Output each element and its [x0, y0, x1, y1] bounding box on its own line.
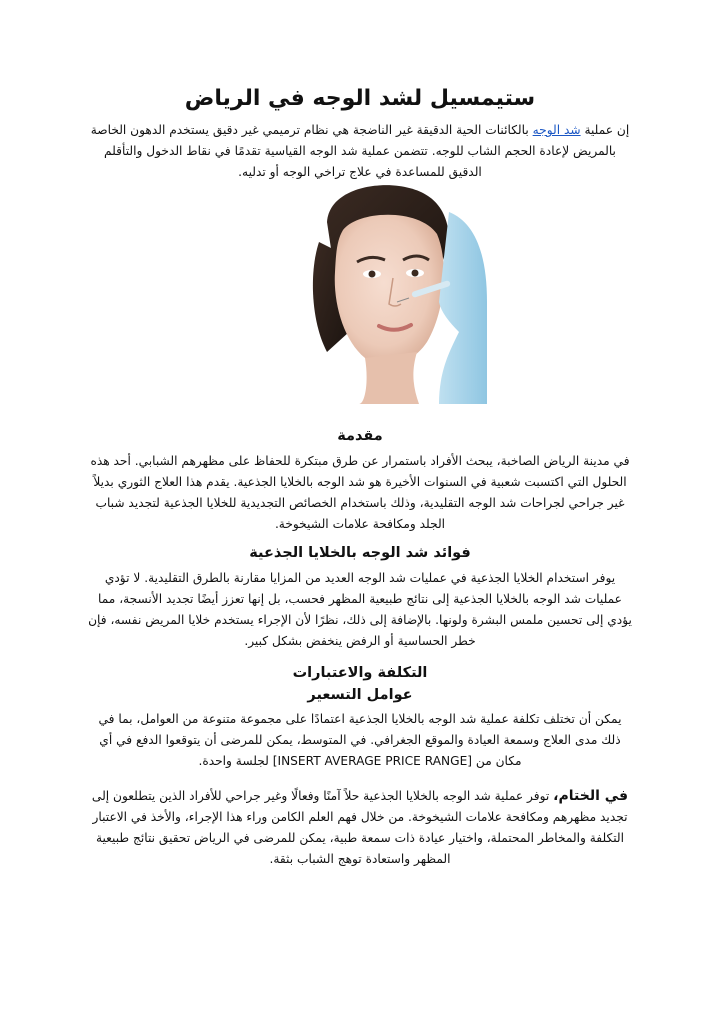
page-title: ستيمسيل لشد الوجه في الرياض — [184, 86, 536, 111]
intro-text-rest: بالكائنات الحية الدقيقة غير الناضجة هي نظام ترميمي غير دقيق يستخدم الدهون الخاصة بالمريض لإعادة الحجم الشاب للوجه. تتضمن عملية شد الوجه القياسية تقدمًا في نقاط الدخول والتأقلم الدقيق للمساعدة في علاج تراخي الوجه أو تدليه. — [90, 123, 616, 179]
conclusion-text: توفر عملية شد الوجه بالخلايا الجذعية حلاً آمنًا وفعالًا وغير جراحي للأفراد الذين يتطلعون إلى تجديد مظهرهم ومكافحة علامات الشيخوخة. من خلال فهم العلم الكامن وراء هذا الإجراء، والأخذ في الاعتبار التكلفة والمخاطر المحتملة، واختيار عيادة ذات سمعة طبية، يمكن للمرضى في الرياض تحقيق نتائج طبيعية المظهر واستعادة توهج الشباب بثقة. — [91, 789, 628, 866]
benefits-text: يوفر استخدام الخلايا الجذعية في عمليات شد الوجه العديد من المزايا مقارنة بالطرق التقليدية. لا تؤدي عمليات شد الوجه بالخلايا الجذعية إلى نتائج طبيعية المظهر فحسب، بل إنها تعزز أيضًا تجديد الأنسجة، مما يؤدي إلى تحسين ملمس البشرة ولونها. بالإضافة إلى ذلك، نظرًا لأن الإجراء يستخدم خلايا المريض نفسه، فإن خطر الحساسية أو الرفض ينخفض بشكل كبير. — [88, 571, 632, 648]
intro-text-start: إن عملية — [580, 123, 630, 137]
intro-section-text: في مدينة الرياض الصاخبة، يبحث الأفراد باستمرار عن طرق مبتكرة للحفاظ على مظهرهم الشبابي. أحد هذه الحلول التي اكتسبت شعبية في السنوات الأخيرة هو شد الوجه بالخلايا الجذعية. يقدم هذا العلاج الثوري بديلاً غير جراحي لجراحات شد الوجه التقليدية، وذلك باستخدام الخصائص التجديدية للخلايا الجذعية لتجديد شباب الجلد ومكافحة علامات الشيخوخة. — [90, 454, 630, 531]
pricing-text: يمكن أن تختلف تكلفة عملية شد الوجه بالخلايا الجذعية اعتمادًا على مجموعة متنوعة من العوامل، بما في ذلك مدى العلاج وسمعة العيادة والموقع الجغرافي. في المتوسط، يمكن للمرضى أن يتوقعوا الدفع في أي مكان من [INSERT AVERAGE PRICE RANGE] لجلسة واحدة. — [98, 712, 622, 768]
face-lift-link[interactable]: شد الوجه — [532, 123, 581, 137]
intro-heading: مقدمة — [337, 428, 383, 444]
benefits-heading: فوائد شد الوجه بالخلايا الجذعية — [249, 545, 471, 561]
face-injection-photo — [299, 182, 487, 404]
conclusion-paragraph — [88, 786, 632, 870]
cost-heading: التكلفة والاعتبارات — [292, 665, 428, 681]
pricing-heading: عوامل التسعير — [307, 687, 413, 703]
conclusion-lead: في الختام، — [553, 788, 629, 804]
intro-paragraph — [88, 120, 632, 183]
